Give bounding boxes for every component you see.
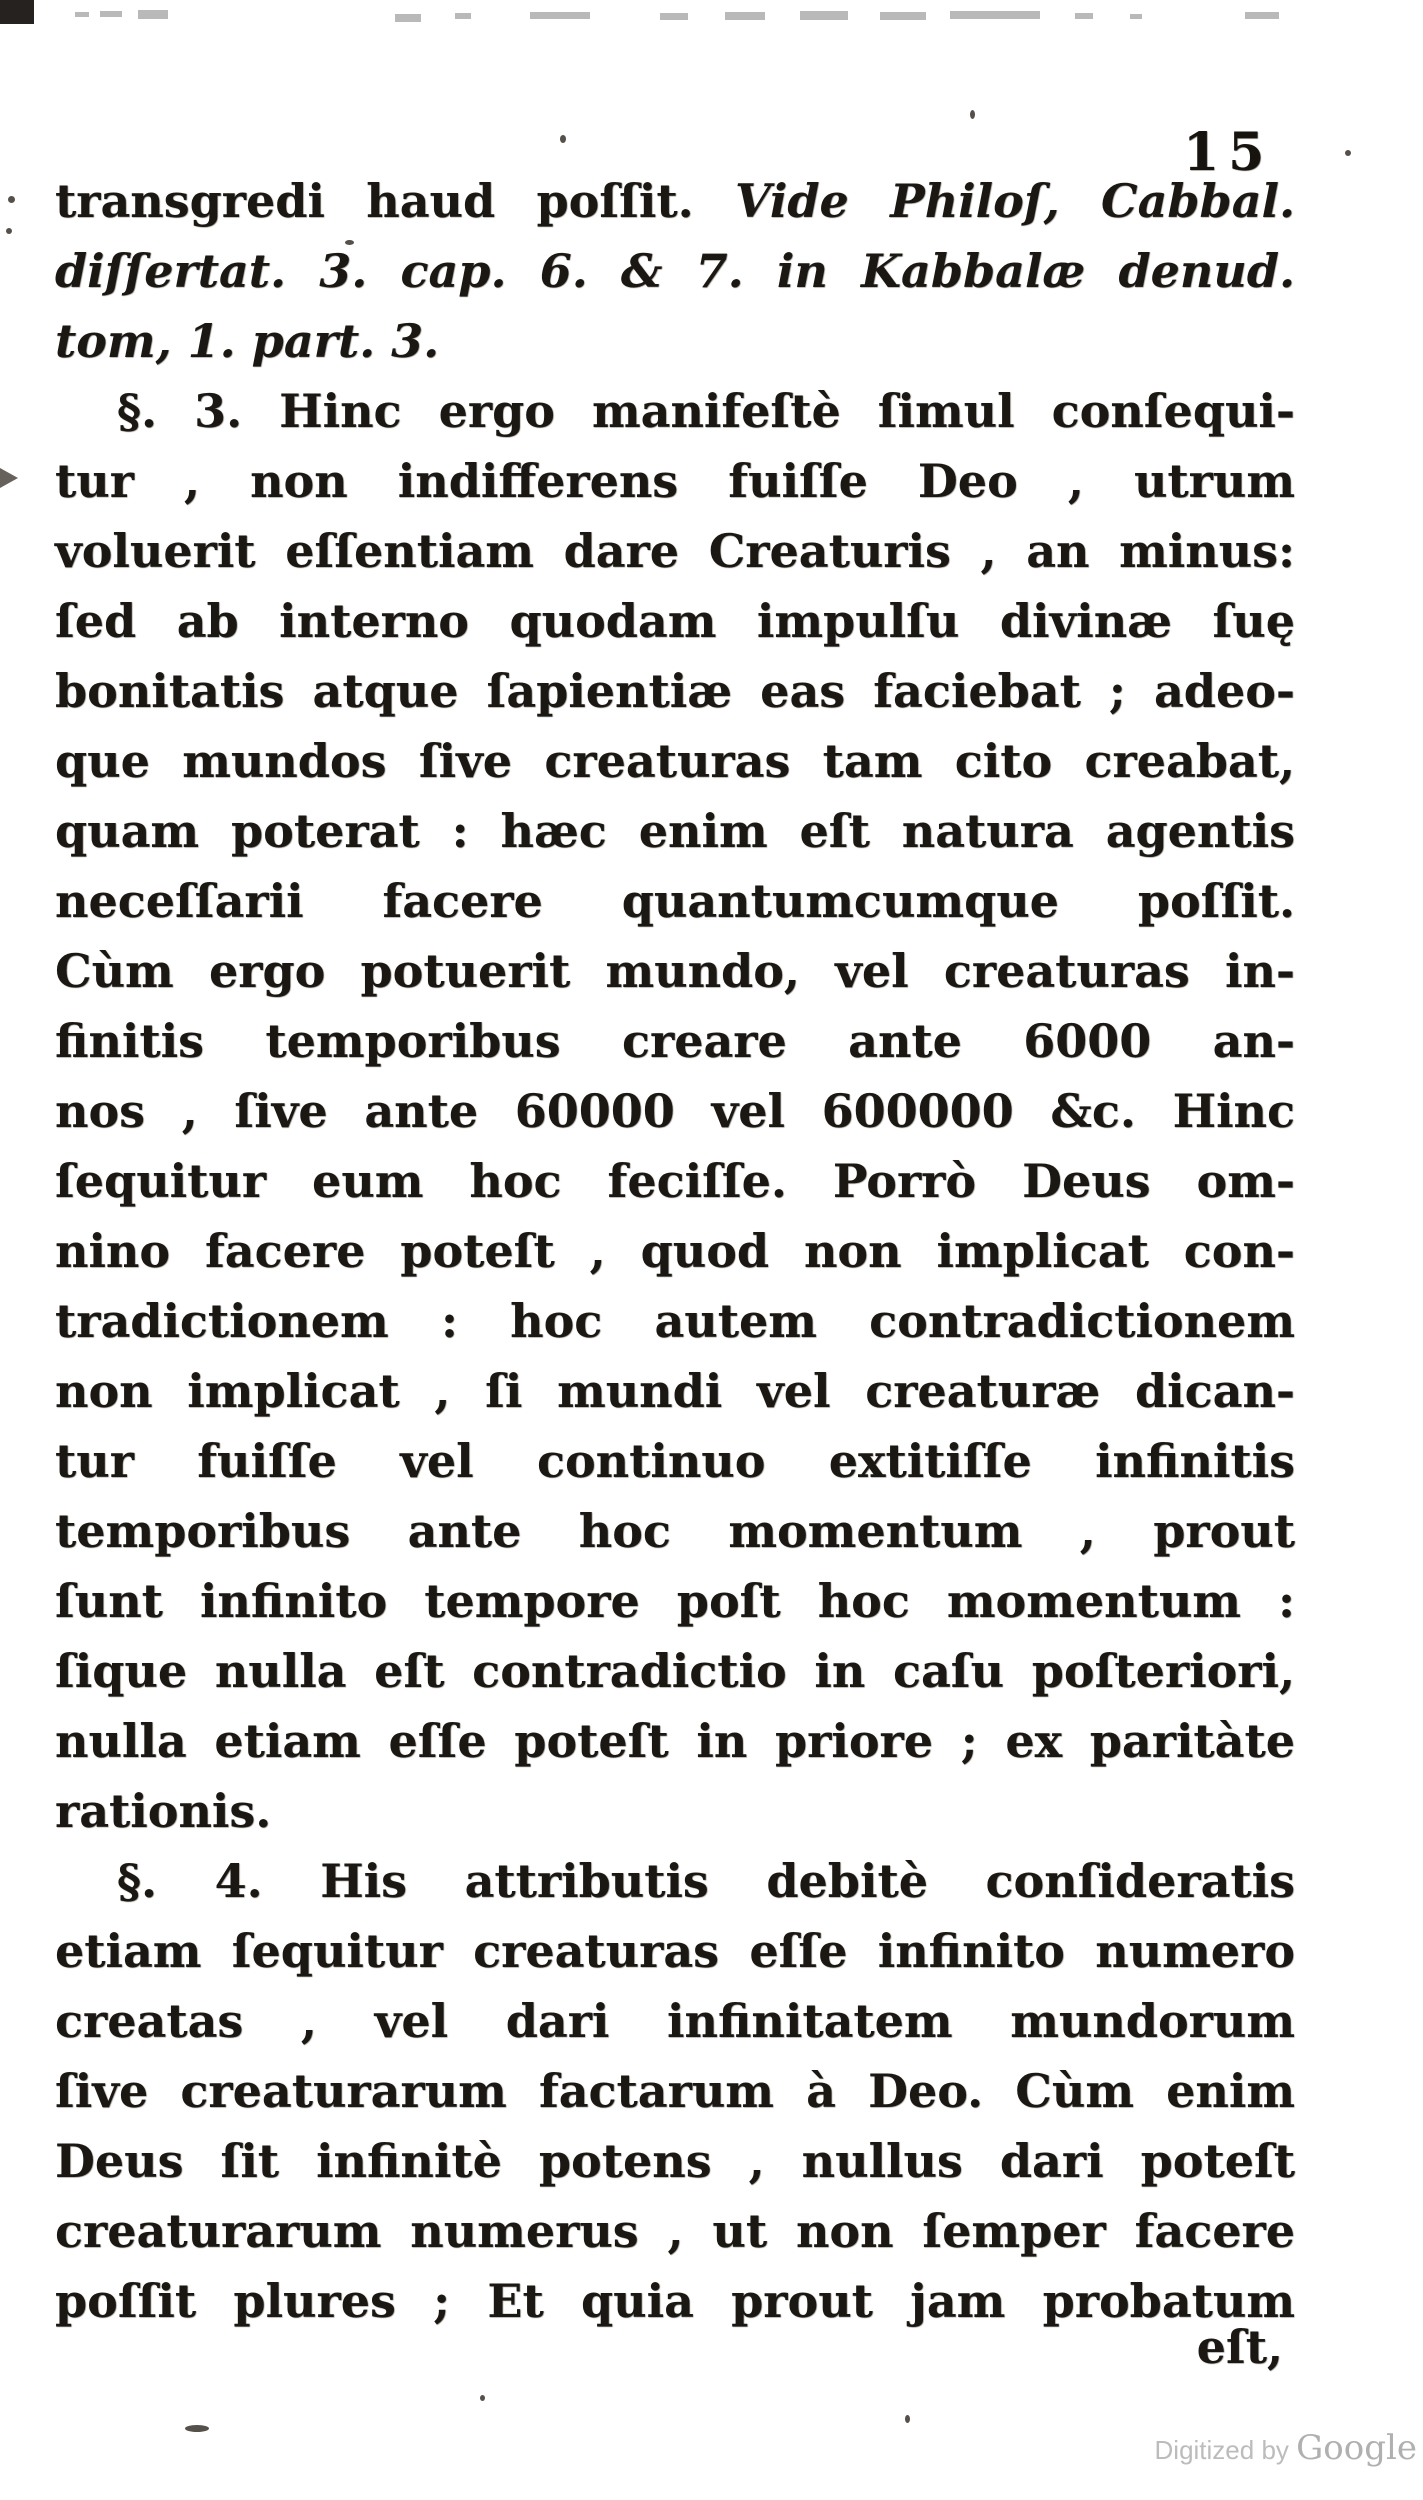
watermark-prefix: Digitized by [1154,2435,1297,2465]
scan-smudge [1130,14,1142,19]
text-line [55,516,1295,586]
text-run: Deus ſit infinitè potens , nullus dari poteſt [55,2134,1295,2188]
text-line [55,376,1295,446]
text-line [55,2266,1295,2336]
text-run: tom, 1. part. 3. [55,314,440,368]
text-run: finitis temporibus creare ante 6000 an- [55,1014,1295,1068]
text-run: neceſſarii facere quantumcumque poſſit. [55,874,1295,928]
text-run: Cùm ergo potuerit mundo, vel creaturas in- [55,944,1295,998]
page-number: 15 [1183,122,1274,183]
scan-speck [6,228,12,234]
scan-speck [905,2415,910,2423]
text-run: poſſit plures ; Et quia prout jam probatum [55,2274,1295,2328]
text-line [55,1286,1295,1356]
text-run: creatas , vel dari infinitatem mundorum [55,1994,1295,2048]
text-run: non implicat , ſi mundi vel creaturæ dican- [55,1364,1295,1418]
text-run: quam poterat : hæc enim eſt natura agentis [55,804,1295,858]
text-line [55,446,1295,516]
scan-speck [560,135,566,143]
text-line [55,1566,1295,1636]
text-run: nulla etiam eſſe poteſt in priore ; ex paritàte [55,1714,1295,1768]
text-line [55,866,1295,936]
watermark [1155,2428,1417,2468]
text-run: ſequitur eum hoc feciſſe. Porrò Deus om- [55,1154,1295,1208]
scan-speck [1345,150,1351,156]
text-run: etiam ſequitur creaturas eſſe infinito numero [55,1924,1295,1978]
margin-mark-arrow [0,468,18,488]
text-line [55,1076,1295,1146]
text-line [55,1006,1295,1076]
text-run: rationis. [55,1784,272,1838]
scan-smudge [530,12,590,19]
text-line [55,1216,1295,1286]
scan-smudge [880,12,926,20]
text-run: Vide Philoſ, Cabbal. [735,174,1296,228]
text-line [55,796,1295,866]
text-line [55,2196,1295,2266]
text-run: ſunt infinito tempore poſt hoc momentum : [55,1574,1295,1628]
text-line [55,1916,1295,1986]
scan-smudge [75,12,89,17]
text-run: temporibus ante hoc momentum , prout [55,1504,1295,1558]
text-block [55,166,1295,2336]
scan-speck [8,196,15,203]
text-line [55,2126,1295,2196]
text-run: transgredi haud poſſit. [55,174,736,228]
text-line [55,936,1295,1006]
google-logo: Google [1296,2428,1417,2468]
text-line [55,166,1295,236]
text-line [55,1146,1295,1216]
scan-smudge [1245,12,1279,19]
scan-smudge [455,13,471,19]
text-run: tur fuiſſe vel continuo extitiſſe infinitis [55,1434,1295,1488]
scan-speck [480,2395,485,2401]
text-run: creaturarum numerus , ut non ſemper facere [55,2204,1295,2258]
text-line [55,586,1295,656]
text-line [55,656,1295,726]
scan-blot-corner [0,0,34,24]
text-run: nino facere poteſt , quod non implicat con- [55,1224,1295,1278]
text-run: tradictionem : hoc autem contradictionem [55,1294,1295,1348]
text-run: ſive creaturarum factarum à Deo. Cùm enim [55,2064,1295,2118]
text-run: voluerit eſſentiam dare Creaturis , an minus: [55,524,1295,578]
text-run: nos , ſive ante 60000 vel 600000 &c. Hinc [55,1084,1295,1138]
text-line [55,1986,1295,2056]
scan-smudge [138,10,168,19]
scan-smudge [800,11,848,20]
catchword: eſt, [1196,2320,1283,2374]
text-run: que mundos ſive creaturas tam cito creabat, [55,734,1295,788]
text-line [55,1356,1295,1426]
scan-smudge [950,11,1040,19]
text-run: bonitatis atque ſapientiæ eas faciebat ; adeo- [55,664,1295,718]
text-line [55,1636,1295,1706]
text-line [55,1776,1295,1846]
text-run: §. 3. Hinc ergo manifeſtè ſimul conſequi- [117,384,1295,438]
scan-smudge [1075,13,1093,19]
scan-smudge [100,11,122,17]
text-run: ſed ab interno quodam impulſu divinæ ſuę [55,594,1295,648]
text-run: §. 4. His attributis debitè conſideratis [117,1854,1295,1908]
text-run: ſique nulla eſt contradictio in caſu poſteriori, [55,1644,1295,1698]
text-line [55,1846,1295,1916]
text-line [55,2056,1295,2126]
text-line [55,236,1295,306]
scan-speck [970,110,975,119]
text-line [55,1706,1295,1776]
scan-smudge [660,13,688,20]
scan-speck [185,2425,209,2432]
text-line [55,1426,1295,1496]
text-run: diſſertat. 3. cap. 6. & 7. in Kabbalæ denud. [55,244,1295,298]
scan-smudge [725,12,765,20]
text-run: tur , non indifferens fuiſſe Deo , utrum [55,454,1295,508]
scan-smudge [395,14,421,22]
text-line [55,306,1295,376]
text-line [55,1496,1295,1566]
text-line [55,726,1295,796]
